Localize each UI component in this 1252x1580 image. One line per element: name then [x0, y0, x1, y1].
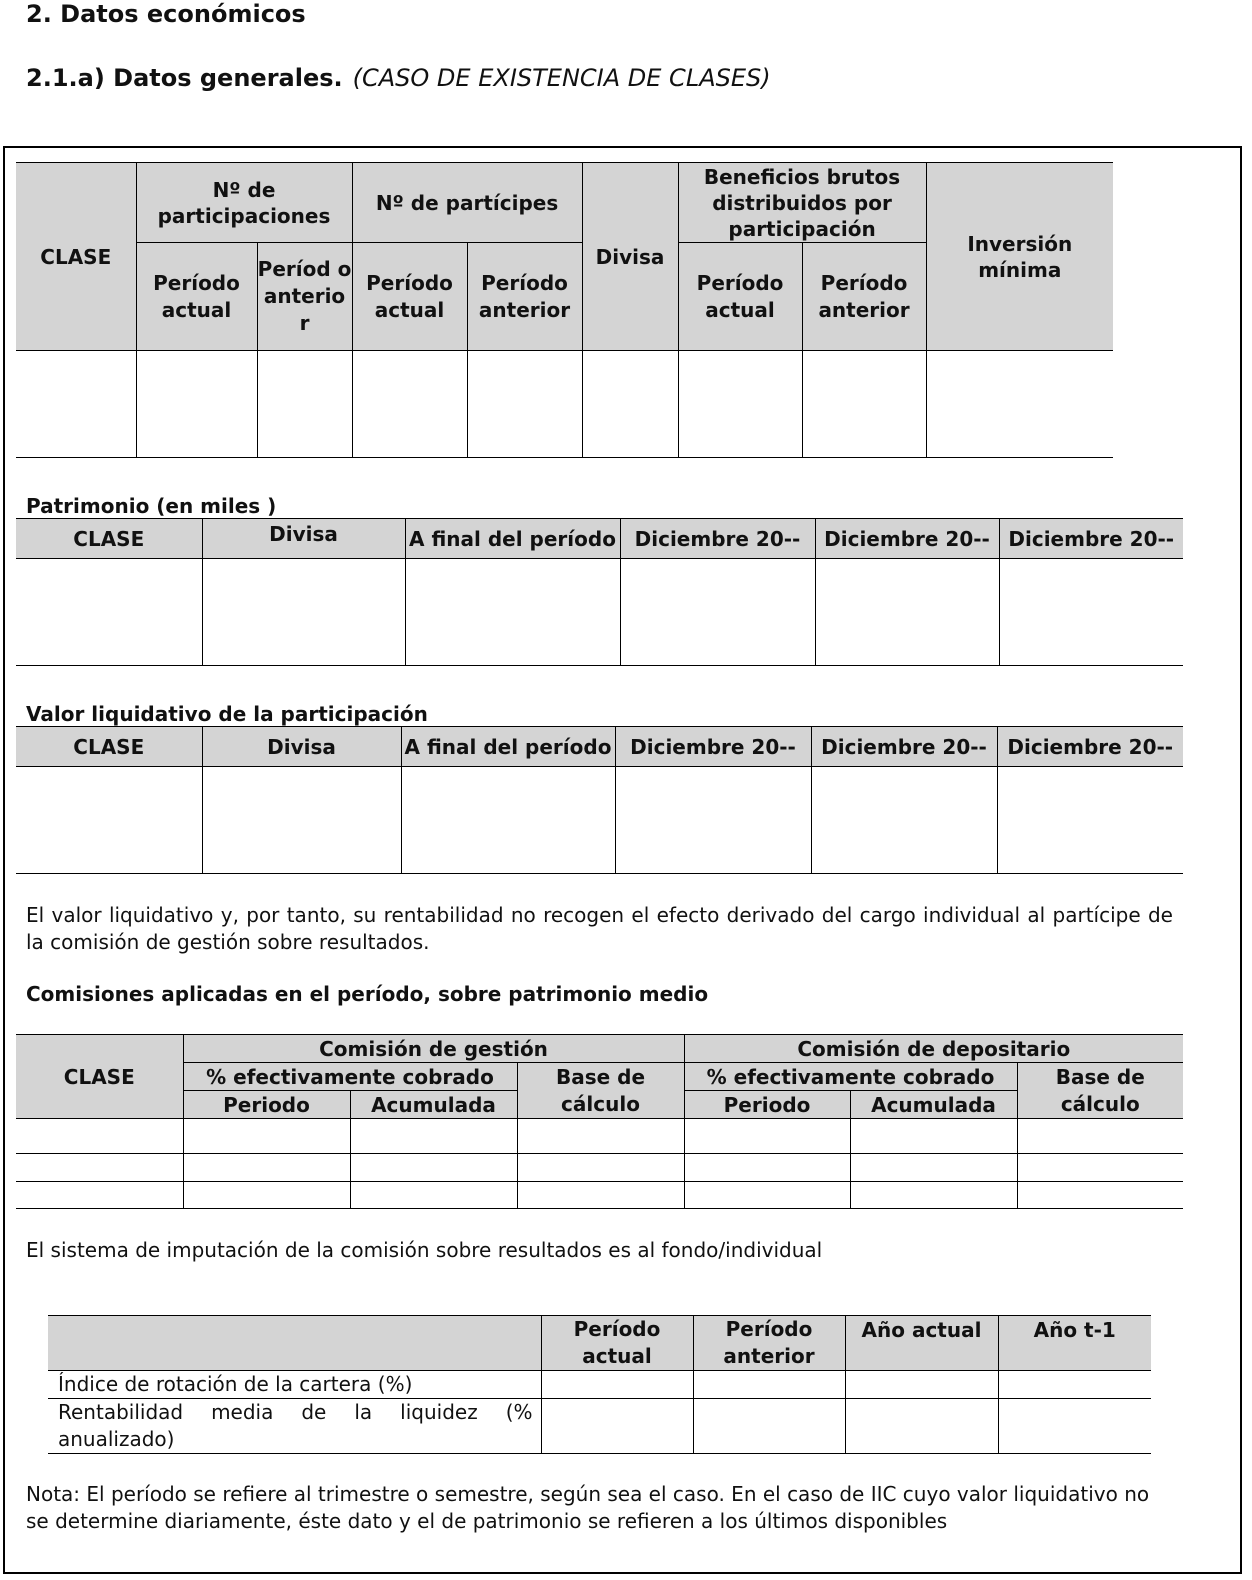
table-cell[interactable] — [1017, 1182, 1183, 1209]
valor-header-dic3: Diciembre 20-- — [997, 727, 1183, 767]
patrimonio-header-divisa: Divisa — [202, 519, 405, 559]
table-cell[interactable] — [405, 559, 620, 666]
table-cell[interactable] — [16, 767, 202, 874]
patrimonio-header-dic3: Diciembre 20-- — [999, 519, 1183, 559]
table-cell[interactable] — [998, 1371, 1151, 1399]
subsection-title: 2.1.a) Datos generales. — [26, 64, 343, 92]
table-cell[interactable] — [815, 559, 999, 666]
rotacion-row-label: Índice de rotación de la cartera (%) — [48, 1371, 541, 1399]
header-inversion-minima: Inversión mínima — [926, 163, 1113, 351]
table-cell[interactable] — [845, 1399, 998, 1454]
table-cell[interactable] — [541, 1399, 693, 1454]
rentabilidad-row-label: Rentabilidad media de la liquidez (% anualizado) — [48, 1399, 541, 1454]
table-cell[interactable] — [1017, 1154, 1183, 1182]
comisiones-header-clase: CLASE — [16, 1035, 183, 1119]
table-cell[interactable] — [1017, 1119, 1183, 1154]
section-heading: 2. Datos económicos — [26, 0, 306, 28]
sistema-imputacion-text: El sistema de imputación de la comisión sobre resultados es al fondo/individual — [26, 1238, 823, 1262]
table-cell[interactable] — [541, 1371, 693, 1399]
header-clase: CLASE — [16, 163, 136, 351]
comisiones-table — [16, 1034, 1183, 1209]
header-participaciones-anterior: Períod o anterio r — [257, 243, 352, 351]
header-divisa: Divisa — [582, 163, 678, 351]
header-n-participes: Nº de partícipes — [352, 163, 582, 243]
patrimonio-header-clase: CLASE — [16, 519, 202, 559]
table-cell[interactable] — [16, 1119, 183, 1154]
table-cell[interactable] — [202, 559, 405, 666]
general-data-table — [16, 162, 1113, 458]
table-cell[interactable] — [202, 767, 401, 874]
gestion-header-base: Base de cálculo — [517, 1063, 684, 1119]
valor-header-dic1: Diciembre 20-- — [615, 727, 811, 767]
valor-header-dic2: Diciembre 20-- — [811, 727, 997, 767]
table-cell[interactable] — [401, 767, 615, 874]
table-cell[interactable] — [517, 1154, 684, 1182]
table-cell[interactable] — [684, 1182, 850, 1209]
table-cell[interactable] — [926, 351, 1113, 458]
table-cell[interactable] — [350, 1119, 517, 1154]
rotacion-header-periodo-anterior: Período anterior — [693, 1316, 845, 1371]
table-cell[interactable] — [693, 1371, 845, 1399]
valor-liquidativo-note: El valor liquidativo y, por tanto, su rentabilidad no recogen el efecto derivado del cargo individual al partícipe de la comisión de gestión sobre resultados. — [26, 903, 1173, 954]
header-n-participaciones: Nº de participaciones — [136, 163, 352, 243]
valor-header-divisa: Divisa — [202, 727, 401, 767]
header-participaciones-actual: Período actual — [136, 243, 257, 351]
table-cell[interactable] — [684, 1154, 850, 1182]
table-cell[interactable] — [257, 351, 352, 458]
table-cell[interactable] — [136, 351, 257, 458]
table-cell[interactable] — [517, 1182, 684, 1209]
table-cell[interactable] — [517, 1119, 684, 1154]
table-cell[interactable] — [183, 1119, 350, 1154]
subsection-note: (CASO DE EXISTENCIA DE CLASES) — [352, 64, 771, 92]
header-beneficios-actual: Período actual — [678, 243, 802, 351]
depositario-header-efectivamente: % efectivamente cobrado — [684, 1063, 1017, 1091]
comisiones-header-gestion: Comisión de gestión — [183, 1035, 684, 1063]
table-cell[interactable] — [350, 1182, 517, 1209]
table-cell[interactable] — [183, 1182, 350, 1209]
header-participes-actual: Período actual — [352, 243, 467, 351]
table-cell[interactable] — [183, 1154, 350, 1182]
gestion-header-periodo: Periodo — [183, 1091, 350, 1119]
table-cell[interactable] — [999, 559, 1183, 666]
valor-liquidativo-table — [16, 726, 1183, 874]
nota-text: Nota: El período se refiere al trimestre o semestre, según sea el caso. En el caso de IIC cuyo valor liquidativo no se determine diariamente, éste dato y el de patrimonio se refieren a los últimos disponibles — [26, 1482, 1150, 1533]
depositario-header-base: Base de cálculo — [1017, 1063, 1183, 1119]
depositario-header-periodo: Periodo — [684, 1091, 850, 1119]
table-cell[interactable] — [811, 767, 997, 874]
table-cell[interactable] — [998, 1399, 1151, 1454]
rotacion-header-blank — [48, 1316, 541, 1371]
table-cell[interactable] — [802, 351, 926, 458]
depositario-header-acumulada: Acumulada — [850, 1091, 1017, 1119]
table-cell[interactable] — [693, 1399, 845, 1454]
comisiones-title: Comisiones aplicadas en el período, sobre patrimonio medio — [26, 982, 709, 1006]
valor-liquidativo-title: Valor liquidativo de la participación — [26, 702, 428, 726]
patrimonio-header-final: A final del período — [405, 519, 620, 559]
patrimonio-header-dic1: Diciembre 20-- — [620, 519, 815, 559]
table-cell[interactable] — [582, 351, 678, 458]
table-cell[interactable] — [850, 1119, 1017, 1154]
table-cell[interactable] — [16, 559, 202, 666]
table-cell[interactable] — [678, 351, 802, 458]
table-cell[interactable] — [997, 767, 1183, 874]
patrimonio-table — [16, 518, 1183, 666]
table-cell[interactable] — [684, 1119, 850, 1154]
rotacion-header-ano-actual: Año actual — [845, 1316, 998, 1371]
table-cell[interactable] — [615, 767, 811, 874]
table-cell[interactable] — [350, 1154, 517, 1182]
header-beneficios: Beneficios brutos distribuidos por participación — [678, 163, 926, 243]
table-cell[interactable] — [16, 1154, 183, 1182]
rotacion-header-ano-t1: Año t-1 — [998, 1316, 1151, 1371]
valor-header-final: A final del período — [401, 727, 615, 767]
table-cell[interactable] — [467, 351, 582, 458]
table-cell[interactable] — [16, 351, 136, 458]
rotacion-table — [48, 1315, 1151, 1454]
table-cell[interactable] — [850, 1182, 1017, 1209]
valor-header-clase: CLASE — [16, 727, 202, 767]
table-cell[interactable] — [16, 1182, 183, 1209]
rotacion-header-periodo-actual: Período actual — [541, 1316, 693, 1371]
table-cell[interactable] — [352, 351, 467, 458]
header-participes-anterior: Período anterior — [467, 243, 582, 351]
header-beneficios-anterior: Período anterior — [802, 243, 926, 351]
gestion-header-acumulada: Acumulada — [350, 1091, 517, 1119]
table-cell[interactable] — [620, 559, 815, 666]
patrimonio-title: Patrimonio (en miles ) — [26, 494, 277, 518]
gestion-header-efectivamente: % efectivamente cobrado — [183, 1063, 517, 1091]
subsection-heading — [26, 64, 771, 92]
patrimonio-header-dic2: Diciembre 20-- — [815, 519, 999, 559]
table-cell[interactable] — [850, 1154, 1017, 1182]
table-cell[interactable] — [845, 1371, 998, 1399]
comisiones-header-depositario: Comisión de depositario — [684, 1035, 1183, 1063]
